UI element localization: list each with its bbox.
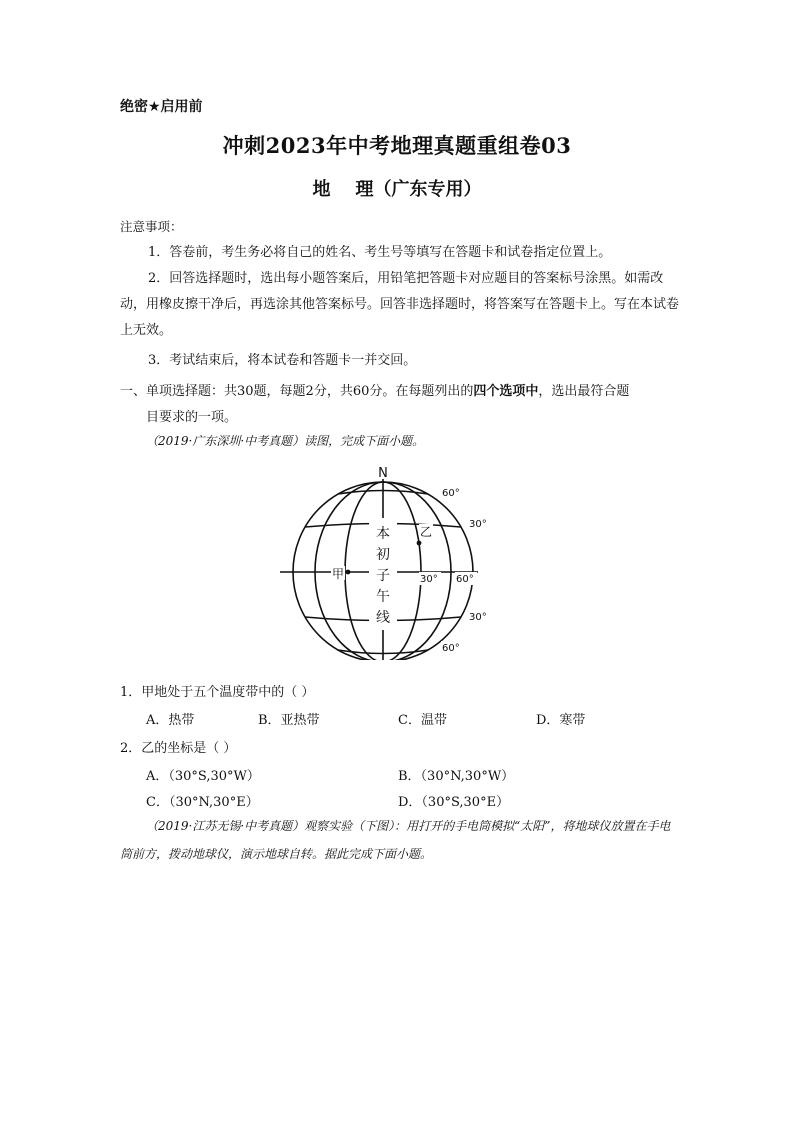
point-yi-label: 乙 (420, 525, 433, 539)
q2-option-c[interactable]: C．（30°N,30°E） (146, 795, 259, 810)
exam-title: 冲刺2023年中考地理真题重组卷03 (222, 133, 572, 158)
meridian-char-4: 午 (376, 589, 390, 605)
globe-figure (280, 460, 500, 660)
lat-label-60n: 60° (442, 488, 460, 499)
north-label: N (378, 466, 388, 481)
point-yi-marker (417, 541, 422, 546)
q1-option-a[interactable]: A．热带 (146, 713, 195, 728)
meridian-char-1: 本 (376, 526, 390, 542)
exam-subtitle: 地 理（广东专用） (312, 179, 482, 200)
q1-option-d[interactable]: D．寒带 (536, 713, 586, 728)
lat-label-60e: 60° (456, 574, 474, 585)
q2-option-d[interactable]: D．（30°S,30°E） (398, 795, 510, 810)
question-2-stem: 2．乙的坐标是（ ） (120, 741, 237, 756)
lat-label-30n: 30° (469, 519, 487, 530)
section-1-label: 单项选择题：共30题，每题2分，共60分。 (146, 384, 396, 399)
lon-label-30e: 30° (420, 574, 438, 585)
q2-option-b[interactable]: B．（30°N,30°W） (398, 769, 515, 784)
q1-option-b[interactable]: B．亚热带 (258, 713, 320, 728)
notes-item-3: 3．考试结束后，将本试卷和答题卡一并交回。 (148, 353, 417, 368)
meridian-char-3: 子 (376, 568, 390, 584)
notes-item-2: 2．回答选择题时，选出每小题答案后，用铅笔把答题卡对应题目的答案标号涂黑。如需改动，用橡皮擦干净后，再选涂其他答案标号。回答非选择题时，将答案写在答题卡上。写在本试卷上无效。 (120, 271, 680, 338)
point-jia-label: 甲 (332, 567, 345, 581)
meridian-char-2: 初 (376, 547, 390, 563)
section-1-text-a: 在每题列出的 (395, 384, 474, 399)
question-source-2: （2019·江苏无锡·中考真题）观察实验（下图）：用打开的手电筒模拟“太阳”，将地球仪放置在手电筒前方，拨动地球仪，演示地球自转。据此完成下面小题。 (120, 819, 671, 861)
point-jia-marker (346, 570, 351, 575)
section-1-line2: 目要求的一项。 (146, 410, 238, 425)
meridian-char-5: 线 (376, 610, 390, 626)
lat-label-60s: 60° (442, 643, 460, 654)
q2-option-a[interactable]: A．（30°S,30°W） (146, 769, 260, 784)
question-1-stem: 1．甲地处于五个温度带中的（ ） (120, 685, 315, 700)
confidential-mark: 绝密★启用前 (120, 99, 203, 115)
section-1-text-c: ，选出最符合题 (538, 384, 630, 399)
question-source-1: （2019·广东深圳·中考真题）读图，完成下面小题。 (146, 434, 425, 448)
section-1-bold: 四个选项中 (473, 384, 539, 399)
lat-label-30s: 30° (469, 612, 487, 623)
section-1-prefix: 一、 (120, 384, 147, 399)
section-1-instructions (120, 379, 680, 431)
q1-option-c[interactable]: C．温带 (398, 713, 447, 728)
notes-heading: 注意事项： (120, 219, 183, 234)
notes-item-1: 1．答卷前，考生务必将自己的姓名、考生号等填写在答题卡和试卷指定位置上。 (148, 245, 612, 260)
